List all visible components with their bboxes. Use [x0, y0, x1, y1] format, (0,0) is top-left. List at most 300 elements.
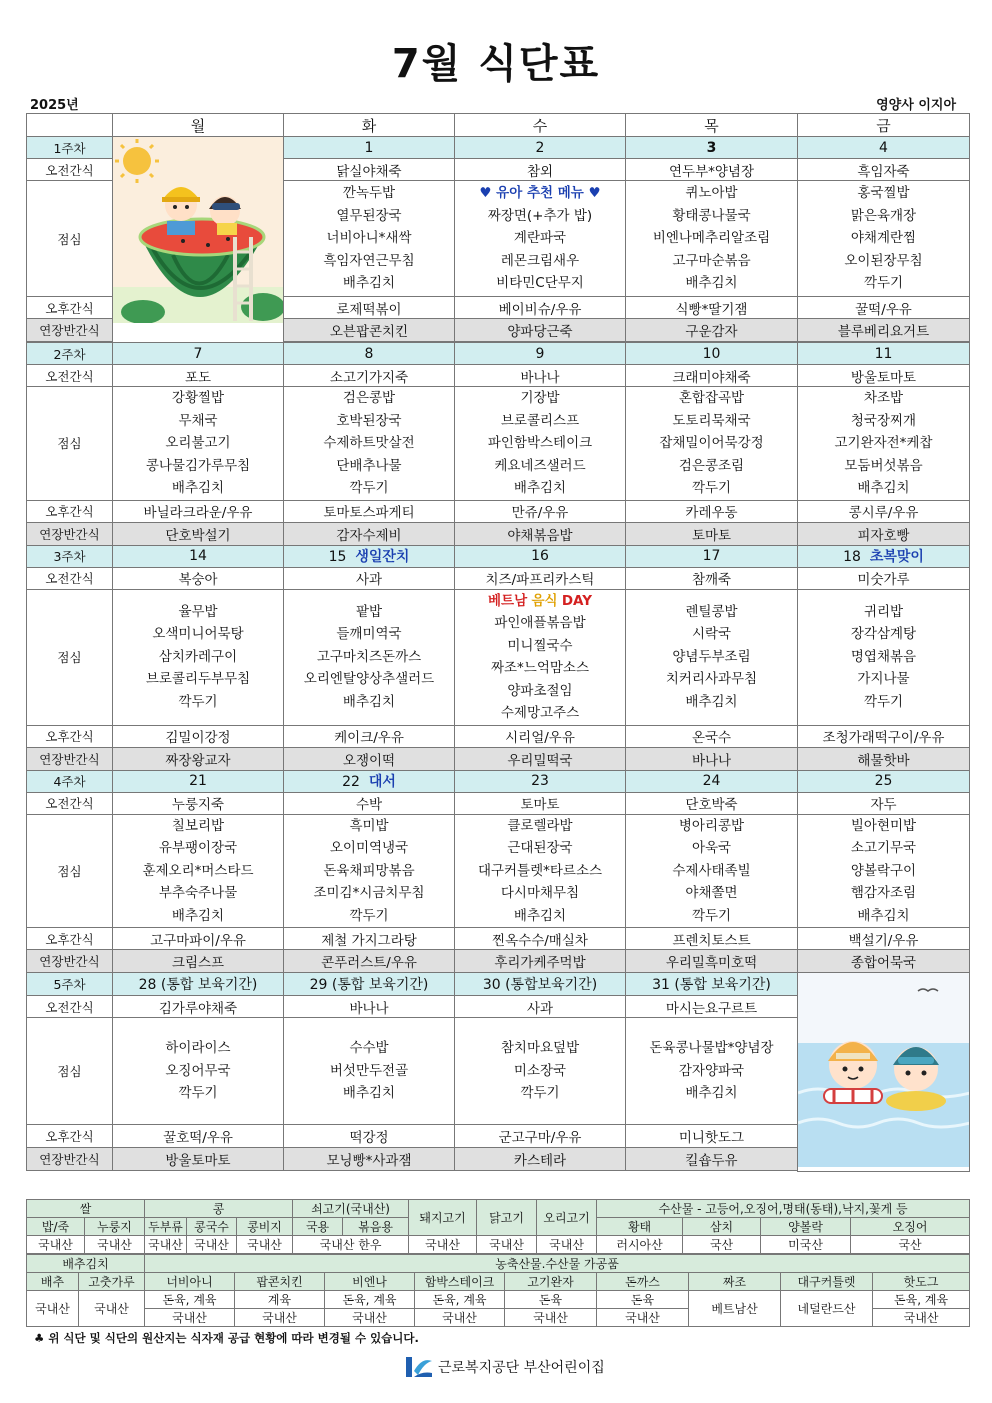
extended-snack: 종합어묵국: [798, 950, 970, 973]
origin-value: 미국산: [761, 1236, 851, 1254]
origin-sub: 돈육, 계육: [873, 1291, 970, 1309]
morning-snack: 미숫가루: [798, 567, 970, 589]
afternoon-snack: 김밀이강정: [113, 725, 284, 747]
row-label: 연장반간식: [27, 1147, 113, 1171]
lunch-item: 배추김치: [685, 275, 738, 292]
afternoon-snack: 로제떡볶이: [284, 297, 455, 319]
date-cell: 1: [284, 137, 455, 159]
lunch-item: 호박된장국: [336, 412, 402, 429]
row-label: 오후간식: [27, 928, 113, 950]
lunch-item: 양념두부조림: [672, 648, 751, 665]
origin-group: 닭고기: [477, 1200, 537, 1236]
lunch-item: 깍두기: [349, 480, 389, 496]
lunch-item: 검은콩조림: [678, 457, 745, 474]
week-label: 4주차: [27, 770, 113, 792]
lunch-item: 퀴노아밥: [685, 185, 738, 202]
row-label: 오전간식: [27, 567, 113, 589]
origin-value: 국내산: [145, 1236, 187, 1254]
origin-item: 대구커틀렛: [781, 1273, 873, 1291]
day-header: 수: [455, 114, 626, 137]
lunch-item: 오이된장무침: [844, 252, 923, 269]
origin-table-processed: [26, 1254, 970, 1327]
lunch-menu: [626, 181, 798, 297]
lunch-item: 배추김치: [513, 480, 567, 496]
origin-value: 국내산: [237, 1236, 293, 1254]
lunch-item: 차조밥: [863, 390, 904, 406]
lunch-item: 파인함박스테이크: [487, 435, 593, 451]
row-label: 오전간식: [27, 792, 113, 814]
lunch-item: 치커리사과무침: [665, 671, 758, 688]
morning-snack: 복숭아: [113, 567, 284, 589]
lunch-item: 햄감자조림: [850, 885, 917, 901]
morning-snack: 닭실야채죽: [284, 159, 455, 181]
lunch-item: 수수밥: [349, 1040, 389, 1057]
morning-snack: 흑임자죽: [798, 159, 970, 181]
lunch-item: 오징어무국: [165, 1062, 231, 1079]
lunch-item: 강황찔밥: [171, 390, 225, 406]
morning-snack: 연두부*양념장: [626, 159, 798, 181]
lunch-item: 삼치카레구이: [158, 648, 238, 665]
lunch-item: 고구마순볶음: [672, 252, 751, 269]
lunch-item: 비타민C단무지: [496, 275, 584, 292]
lunch-item: 무채국: [178, 412, 218, 429]
date-cell: [798, 545, 970, 567]
afternoon-snack: 제철 가지그라탕: [284, 928, 455, 950]
morning-snack: 단호박죽: [626, 792, 798, 814]
origin-group: 콩: [145, 1200, 293, 1218]
origin-item: 고춧가루: [79, 1273, 145, 1291]
lunch-menu: [455, 181, 626, 297]
lunch-item: 오색미니어묵탕: [152, 626, 244, 643]
day-header: 목: [626, 114, 798, 137]
afternoon-snack: 콩시루/우유: [798, 500, 970, 522]
date-cell: 16: [455, 545, 626, 567]
date-cell: 14: [113, 545, 284, 567]
lunch-item: 조미김*시금치무침: [313, 885, 425, 901]
origin-item: 볶음용: [343, 1218, 409, 1236]
lunch-item: 배추김치: [857, 480, 910, 496]
extended-snack: 우리밀흑미호떡: [626, 950, 798, 973]
lunch-menu: [455, 387, 626, 501]
lunch-item: 시락국: [691, 626, 732, 643]
lunch-menu: [798, 181, 970, 297]
lunch-item: 오리엔탈양상추샐러드: [303, 671, 435, 688]
origin-item: 너비아니: [145, 1273, 235, 1291]
lunch-item: 양볼락구이: [850, 862, 917, 879]
lunch-item: 훈제오리*머스타드: [142, 862, 254, 879]
afternoon-snack: 시리얼/우유: [455, 725, 626, 747]
lunch-item: 비엔나메추리알조림: [652, 230, 771, 247]
lunch-menu: [798, 814, 970, 928]
date-cell: 21: [113, 770, 284, 792]
lunch-item: 렌틸콩밥: [685, 603, 738, 620]
lunch-item: 잡채밀이어묵강정: [659, 435, 764, 451]
lunch-item: 소고기무국: [850, 840, 917, 856]
lunch-item: 맑은육개장: [850, 207, 917, 224]
origin-group: 쌀: [27, 1200, 145, 1218]
date-cell: 31 (통합 보육기간): [626, 973, 798, 996]
extended-snack: 오븐팝콘치킨: [284, 319, 455, 342]
date-cell: 29 (통합 보육기간): [284, 973, 455, 996]
origin-value: 국내산 한우: [293, 1236, 409, 1254]
lunch-menu: [626, 387, 798, 501]
morning-snack: 김가루야채죽: [113, 995, 284, 1018]
origin-item: 돈까스: [597, 1273, 689, 1291]
row-label: 오후간식: [27, 500, 113, 522]
lunch-item: 흑미밥: [349, 817, 389, 834]
origin-group: 돼지고기: [409, 1200, 477, 1236]
morning-snack: 수박: [284, 792, 455, 814]
origin-value: 국내산: [27, 1236, 85, 1254]
origin-item: 양볼락: [761, 1218, 851, 1236]
lunch-item: 가지나물: [857, 671, 910, 688]
origin-item: 배추: [27, 1273, 79, 1291]
lunch-item: 오이미역냉국: [329, 840, 409, 856]
lunch-item: 장각삼계탕: [850, 626, 917, 643]
origin-item: 팝콘치킨: [235, 1273, 325, 1291]
day-header: 금: [798, 114, 970, 137]
origin-value: 국내산: [505, 1309, 597, 1327]
lunch-item: 청국장찌개: [850, 412, 917, 429]
origin-sub: 돈육, 계육: [325, 1291, 415, 1309]
lunch-item: 명엽채볶음: [850, 648, 917, 665]
origin-item: 밥/죽: [27, 1218, 85, 1236]
week-label: 2주차: [27, 343, 113, 365]
extended-snack: 감자수제비: [284, 522, 455, 545]
lunch-menu: [798, 589, 970, 725]
date-cell: [284, 770, 455, 792]
afternoon-snack: 고구마파이/우유: [113, 928, 284, 950]
origin-item: 삼치: [683, 1218, 761, 1236]
lunch-menu: [284, 387, 455, 501]
week-row: [27, 545, 970, 567]
lunch-item: 배추김치: [685, 693, 738, 710]
lunch-menu: [113, 387, 284, 501]
lunch-item: 콩나물김가루무침: [145, 457, 251, 474]
lunch-item: 귀리밥: [863, 603, 904, 620]
lunch-item: 흑임자연근무침: [323, 252, 415, 269]
lunch-item: 브로콜리두부무침: [145, 671, 251, 688]
date-cell: 11: [798, 343, 970, 365]
row-label: 오후간식: [27, 725, 113, 747]
lunch-item: 열무된장국: [336, 207, 402, 224]
week-row: [27, 343, 970, 365]
origin-group: 수산물 - 고등어,오징어,명태(동태),낙지,꽃게 등: [597, 1200, 970, 1218]
lunch-item: 깍두기: [520, 1085, 560, 1102]
lunch-item: 아욱국: [691, 840, 732, 856]
lunch-item: 배추김치: [513, 907, 567, 924]
week-label: 5주차: [27, 973, 113, 996]
lunch-item: 칠보리밥: [171, 817, 225, 834]
row-label: 점심: [27, 1018, 113, 1124]
row-label: 연장반간식: [27, 319, 113, 342]
day-header: 월: [113, 114, 284, 137]
row-label: 오전간식: [27, 365, 113, 387]
lunch-item: 혼합잡곡밥: [678, 390, 745, 406]
week-row: [27, 137, 970, 159]
lunch-item: 홍국찔밥: [857, 185, 910, 202]
row-label: 연장반간식: [27, 747, 113, 770]
row-label: 점심: [27, 387, 113, 501]
origin-value: 러시아산: [597, 1236, 683, 1254]
date-cell: 10: [626, 343, 798, 365]
lunch-menu: [113, 1018, 284, 1124]
lunch-menu: [626, 1018, 798, 1124]
origin-value: 국내산: [477, 1236, 537, 1254]
lunch-item: 배추김치: [171, 907, 225, 924]
lunch-menu: [284, 1018, 455, 1124]
origin-value: 국내산: [409, 1236, 477, 1254]
origin-group: 오리고기: [537, 1200, 597, 1236]
date-cell: 7: [113, 343, 284, 365]
lunch-item: 하이라이스: [165, 1040, 231, 1057]
lunch-item: 깍두기: [178, 693, 218, 710]
extended-snack: 구운감자: [626, 319, 798, 342]
lunch-item: 수제하트맛살전: [323, 435, 415, 451]
morning-snack: 바나나: [284, 995, 455, 1018]
origin-group: 쇠고기(국내산): [293, 1200, 409, 1218]
lunch-item: 미소장국: [513, 1062, 567, 1079]
lunch-menu: [455, 1018, 626, 1124]
origin-item: 콩비지: [237, 1218, 293, 1236]
lunch-item: 빌아현미밥: [850, 817, 917, 834]
afternoon-snack: 백설기/우유: [798, 928, 970, 950]
morning-snack: 토마토: [455, 792, 626, 814]
morning-snack: 참깨죽: [626, 567, 798, 589]
morning-snack: 누룽지죽: [113, 792, 284, 814]
afternoon-snack: 꿀떡/우유: [798, 297, 970, 319]
origin-value: 국내산: [187, 1236, 237, 1254]
recommended-menu-badge: ♥ 유아 추천 메뉴 ♥: [479, 185, 601, 202]
lunch-item: 깍두기: [349, 907, 389, 924]
extended-snack: 야채볶음밥: [455, 522, 626, 545]
origin-item: 오징어: [851, 1218, 970, 1236]
week-row: [27, 770, 970, 792]
afternoon-snack: 떡강정: [284, 1124, 455, 1147]
row-label: 연장반간식: [27, 522, 113, 545]
extended-snack: 단호박설기: [113, 522, 284, 545]
morning-snack: 바나나: [455, 365, 626, 387]
origin-item: 고기완자: [505, 1273, 597, 1291]
extended-snack: 양파당근죽: [455, 319, 626, 342]
swimming-kids-illustration: [798, 973, 970, 1172]
lunch-item: 레몬크림새우: [500, 252, 580, 269]
lunch-item: 도토리묵채국: [672, 412, 751, 429]
lunch-item: 너비아니*새싹: [326, 230, 412, 247]
extended-snack: 오쟁이떡: [284, 747, 455, 770]
extended-snack: 킬숍두유: [626, 1147, 798, 1171]
event-label: 생일잔치: [355, 549, 410, 565]
week-label: 3주차: [27, 545, 113, 567]
institution-name: 근로복지공단 부산어린이집: [438, 1360, 605, 1376]
afternoon-snack: 군고구마/우유: [455, 1124, 626, 1147]
lunch-item: 감자양파국: [678, 1062, 745, 1079]
watermelon-illustration: [113, 137, 284, 343]
lunch-item: 야채쫄면: [685, 885, 738, 901]
origin-item: 짜조: [689, 1273, 781, 1291]
lunch-menu: [626, 589, 798, 725]
extended-snack: 바나나: [626, 747, 798, 770]
origin-value: 국내산: [85, 1236, 145, 1254]
lunch-menu: [798, 387, 970, 501]
date-cell: 8: [284, 343, 455, 365]
row-label: 점심: [27, 181, 113, 297]
origin-item: 함박스테이크: [415, 1273, 505, 1291]
morning-snack: 사과: [455, 995, 626, 1018]
day-header: 화: [284, 114, 455, 137]
date-cell: 30 (통합보육기간): [455, 973, 626, 996]
afternoon-snack: 프렌치토스트: [626, 928, 798, 950]
lunch-item: 클로렐라밥: [507, 817, 573, 834]
extended-snack: 해물핫바: [798, 747, 970, 770]
lunch-menu: [455, 814, 626, 928]
morning-snack: 마시는요구르트: [626, 995, 798, 1018]
lunch-item: 케요네즈샐러드: [494, 457, 586, 474]
dietitian-label: 영양사 이지아: [876, 98, 956, 113]
origin-value: 국산: [683, 1236, 761, 1254]
extended-snack: 후리가케주먹밥: [455, 950, 626, 973]
row-label: 오후간식: [27, 1124, 113, 1147]
lunch-item: 수제망고주스: [500, 705, 580, 721]
origin-item: 콩국수: [187, 1218, 237, 1236]
afternoon-snack: 미니핫도그: [626, 1124, 798, 1147]
extended-snack: 토마토: [626, 522, 798, 545]
afternoon-snack: 식빵*딸기잼: [626, 297, 798, 319]
origin-note: ♣ 위 식단 및 식단의 원산지는 식자재 공급 현황에 따라 변경될 수 있습니다.: [34, 1331, 419, 1345]
institution-logo-icon: [404, 1355, 434, 1379]
row-label: 오전간식: [27, 995, 113, 1018]
extended-snack: 피자호빵: [798, 522, 970, 545]
lunch-item: 팥밥: [355, 603, 383, 620]
origin-value: 국내산: [145, 1309, 235, 1327]
lunch-item: 검은콩밥: [342, 390, 396, 406]
lunch-item: 짜장면(+추가 밥): [487, 207, 593, 224]
afternoon-snack: 만쥬/우유: [455, 500, 626, 522]
morning-snack: 자두: [798, 792, 970, 814]
date-cell: 9: [455, 343, 626, 365]
morning-snack: 치즈/파프리카스틱: [455, 567, 626, 589]
origin-item: 두부류: [145, 1218, 187, 1236]
origin-value: 국산: [851, 1236, 970, 1254]
afternoon-snack: 카레우동: [626, 500, 798, 522]
lunch-menu: [284, 181, 455, 297]
afternoon-snack: 꿀호떡/우유: [113, 1124, 284, 1147]
lunch-item: 참치마요덮밥: [500, 1040, 580, 1057]
lunch-menu: [113, 814, 284, 928]
lunch-item: 배추김치: [685, 1085, 738, 1102]
lunch-item: 미니찔국수: [507, 637, 573, 654]
menu-table: [26, 113, 970, 1172]
lunch-item: 깐녹두밥: [342, 185, 396, 202]
date-cell: 4: [798, 137, 970, 159]
date-cell: 23: [455, 770, 626, 792]
week-row: [27, 973, 970, 996]
lunch-item: 파인애플볶음밥: [494, 615, 586, 631]
origin-sub: 돈육, 계육: [145, 1291, 235, 1309]
origin-item: 황태: [597, 1218, 683, 1236]
date-cell: 3: [626, 137, 798, 159]
day-header-row: [27, 114, 970, 137]
week-label: 1주차: [27, 137, 113, 159]
lunch-item: 다시마채무침: [500, 885, 580, 901]
origin-table: [26, 1199, 970, 1254]
footer: [404, 1355, 605, 1379]
origin-group: 배추김치: [27, 1255, 145, 1273]
lunch-item: 단배추나물: [336, 457, 402, 474]
origin-item: 핫도그: [873, 1273, 970, 1291]
origin-item: 국용: [293, 1218, 343, 1236]
origin-value: 국내산: [235, 1309, 325, 1327]
origin-value: 국내산: [27, 1291, 79, 1327]
lunch-item: 깍두기: [691, 480, 732, 496]
lunch-item: 고기완자전*케찹: [834, 435, 933, 451]
morning-snack: 사과: [284, 567, 455, 589]
origin-value: 국내산: [415, 1309, 505, 1327]
origin-sub: 돈육: [597, 1291, 689, 1309]
lunch-menu: [626, 814, 798, 928]
row-label: 오전간식: [27, 159, 113, 181]
date-cell: 28 (통합 보육기간): [113, 973, 284, 996]
lunch-item: 율무밥: [178, 603, 218, 620]
lunch-menu: [455, 589, 626, 725]
lunch-item: 병아리콩밥: [678, 817, 745, 834]
origin-value: 국내산: [873, 1309, 970, 1327]
lunch-item: 수제사태족빌: [672, 862, 751, 879]
morning-snack: 방울토마토: [798, 365, 970, 387]
lunch-item: 모둠버섯볶음: [844, 457, 923, 474]
lunch-item: 대구커틀렛*타르소스: [477, 862, 603, 879]
lunch-menu: [284, 814, 455, 928]
lunch-item: 야채계란찜: [850, 230, 917, 247]
afternoon-snack: 베이비슈/우유: [455, 297, 626, 319]
extended-snack: 카스테라: [455, 1147, 626, 1171]
lunch-item: 버섯만두전골: [329, 1062, 409, 1079]
origin-value: 베트남산: [689, 1291, 781, 1327]
lunch-item: 황태콩나물국: [672, 207, 751, 224]
lunch-menu: [284, 589, 455, 725]
date-cell: 17: [626, 545, 798, 567]
corner-cell: [27, 114, 113, 137]
lunch-item: 깍두기: [178, 1085, 218, 1102]
afternoon-snack: 찐옥수수/매실차: [455, 928, 626, 950]
afternoon-snack: 조청가래떡구이/우유: [798, 725, 970, 747]
origin-group: 농축산물.수산물 가공품: [145, 1255, 970, 1273]
lunch-menu: [113, 589, 284, 725]
lunch-item: 기장밥: [520, 390, 560, 406]
lunch-item: 들깨미역국: [336, 626, 402, 643]
lunch-item: 배추김치: [342, 693, 396, 710]
afternoon-snack: 토마토스파게티: [284, 500, 455, 522]
lunch-item: 깍두기: [691, 907, 732, 924]
origin-value: 국내산: [325, 1309, 415, 1327]
lunch-item: 깍두기: [863, 693, 904, 710]
afternoon-snack: 온국수: [626, 725, 798, 747]
row-label: 점심: [27, 814, 113, 928]
origin-sub: 돈육: [505, 1291, 597, 1309]
lunch-item: 배추김치: [171, 480, 225, 496]
origin-item: 비엔나: [325, 1273, 415, 1291]
morning-snack: 참외: [455, 159, 626, 181]
page-title: 7월 식단표: [391, 41, 601, 87]
extended-snack: 짜장왕교자: [113, 747, 284, 770]
afternoon-snack: 케이크/우유: [284, 725, 455, 747]
date-cell: 2: [455, 137, 626, 159]
morning-snack: 포도: [113, 365, 284, 387]
lunch-item: 오리불고기: [165, 435, 231, 451]
origin-value: 국내산: [79, 1291, 145, 1327]
date-cell: 25: [798, 770, 970, 792]
extended-snack: 방울토마토: [113, 1147, 284, 1171]
